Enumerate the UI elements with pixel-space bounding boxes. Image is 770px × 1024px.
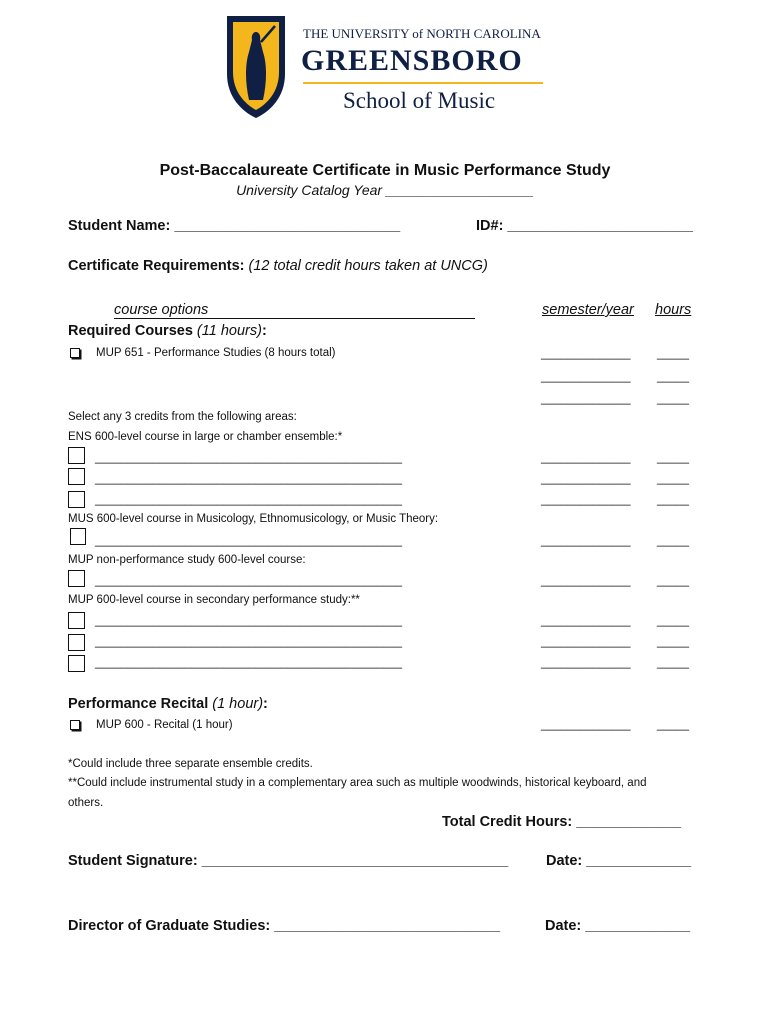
mup-secondary-semester-3[interactable]: ______________ (541, 657, 631, 669)
ens-label: ENS 600-level course in large or chamber ensemble:* (68, 431, 343, 443)
total-credit-hours[interactable]: Total Credit Hours: _____________ (442, 814, 682, 830)
footnote-2b: others. (68, 797, 104, 809)
university-logo (225, 12, 555, 122)
ens-hours-1[interactable]: _____ (657, 452, 689, 464)
student-signature[interactable]: Student Signature: ______________________________________ (68, 853, 509, 869)
mup651-checkbox[interactable] (70, 348, 80, 358)
col-course-options: course options (114, 302, 209, 318)
catalog-year: University Catalog Year ___________________ (236, 182, 534, 198)
mup651-semester-2[interactable]: ______________ (541, 371, 631, 383)
cert-req-label: Certificate Requirements: (68, 258, 245, 274)
mus-semester[interactable]: ______________ (541, 535, 631, 547)
mup-nonperf-semester[interactable]: ______________ (541, 575, 631, 587)
ens-course-3[interactable]: ________________________________________________ (95, 494, 402, 506)
director-signature-date[interactable]: Date: _____________ (545, 918, 691, 934)
mup-secondary-course-3[interactable]: ________________________________________________ (95, 657, 402, 669)
mup651-semester-1[interactable]: ______________ (541, 348, 631, 360)
mup-secondary-semester-2[interactable]: ______________ (541, 636, 631, 648)
certificate-requirements (68, 258, 488, 274)
footnote-2: **Could include instrumental study in a complementary area such as multiple woodwinds, historical keyboard, and (68, 777, 647, 789)
ens-semester-3[interactable]: ______________ (541, 494, 631, 506)
mup651-hours-3[interactable]: _____ (657, 393, 689, 405)
mus-checkbox[interactable] (70, 528, 86, 545)
ens-course-1[interactable]: ________________________________________________ (95, 452, 402, 464)
mup-secondary-hours-2[interactable]: _____ (657, 636, 689, 648)
recital-heading: Performance Recital (1 hour): (68, 696, 268, 712)
id-field[interactable]: ID#: _______________________ (476, 218, 693, 234)
mup-nonperf-hours[interactable]: _____ (657, 575, 689, 587)
logo-divider (303, 82, 543, 84)
mup-nonperf-course[interactable]: ________________________________________________ (95, 575, 402, 587)
logo-line2: GREENSBORO (301, 44, 523, 77)
mup-secondary-label: MUP 600-level course in secondary performance study:** (68, 594, 360, 606)
mup-nonperf-label: MUP non-performance study 600-level course: (68, 554, 306, 566)
spartan-figure-shield-icon (225, 12, 287, 120)
mup-secondary-course-1[interactable]: ________________________________________________ (95, 615, 402, 627)
required-courses-heading: Required Courses (11 hours): (68, 323, 267, 339)
ens-checkbox-2[interactable] (68, 468, 85, 485)
mup651-label: MUP 651 - Performance Studies (8 hours total) (96, 347, 336, 359)
mup600-checkbox[interactable] (70, 720, 80, 730)
ens-course-2[interactable]: ________________________________________________ (95, 473, 402, 485)
select-credits-note: Select any 3 credits from the following areas: (68, 411, 297, 423)
mup600-hours[interactable]: _____ (657, 719, 689, 731)
student-name-field[interactable]: Student Name: ____________________________ (68, 218, 401, 234)
ens-semester-1[interactable]: ______________ (541, 452, 631, 464)
mup-secondary-checkbox-1[interactable] (68, 612, 85, 629)
page-title: Post-Baccalaureate Certificate in Music Performance Study (159, 162, 611, 179)
mup600-semester[interactable]: ______________ (541, 719, 631, 731)
mup651-semester-3[interactable]: ______________ (541, 393, 631, 405)
director-signature[interactable]: Director of Graduate Studies: ____________________________ (68, 918, 501, 934)
mup600-label: MUP 600 - Recital (1 hour) (96, 719, 233, 731)
mup-nonperf-checkbox[interactable] (68, 570, 85, 587)
mup-secondary-semester-1[interactable]: ______________ (541, 615, 631, 627)
mus-course[interactable]: ________________________________________________ (95, 535, 402, 547)
mup-secondary-hours-3[interactable]: _____ (657, 657, 689, 669)
cert-req-note: (12 total credit hours taken at UNCG) (244, 258, 488, 274)
logo-line3: School of Music (343, 88, 496, 113)
footnote-1: *Could include three separate ensemble credits. (68, 758, 313, 770)
col-hours: hours (655, 302, 692, 318)
student-signature-date[interactable]: Date: _____________ (546, 853, 692, 869)
ens-semester-2[interactable]: ______________ (541, 473, 631, 485)
mup-secondary-course-2[interactable]: ________________________________________________ (95, 636, 402, 648)
ens-hours-3[interactable]: _____ (657, 494, 689, 506)
ens-hours-2[interactable]: _____ (657, 473, 689, 485)
mup-secondary-checkbox-3[interactable] (68, 655, 85, 672)
col-course-options-rule (114, 318, 475, 319)
ens-checkbox-1[interactable] (68, 447, 85, 464)
mup-secondary-checkbox-2[interactable] (68, 634, 85, 651)
logo-line1: THE UNIVERSITY of NORTH CAROLINA (303, 26, 541, 41)
mus-label: MUS 600-level course in Musicology, Ethnomusicology, or Music Theory: (68, 513, 439, 525)
col-semester-year: semester/year (542, 302, 634, 318)
mup651-hours-1[interactable]: _____ (657, 348, 689, 360)
ens-checkbox-3[interactable] (68, 491, 85, 508)
mus-hours[interactable]: _____ (657, 535, 689, 547)
mup651-hours-2[interactable]: _____ (657, 371, 689, 383)
mup-secondary-hours-1[interactable]: _____ (657, 615, 689, 627)
